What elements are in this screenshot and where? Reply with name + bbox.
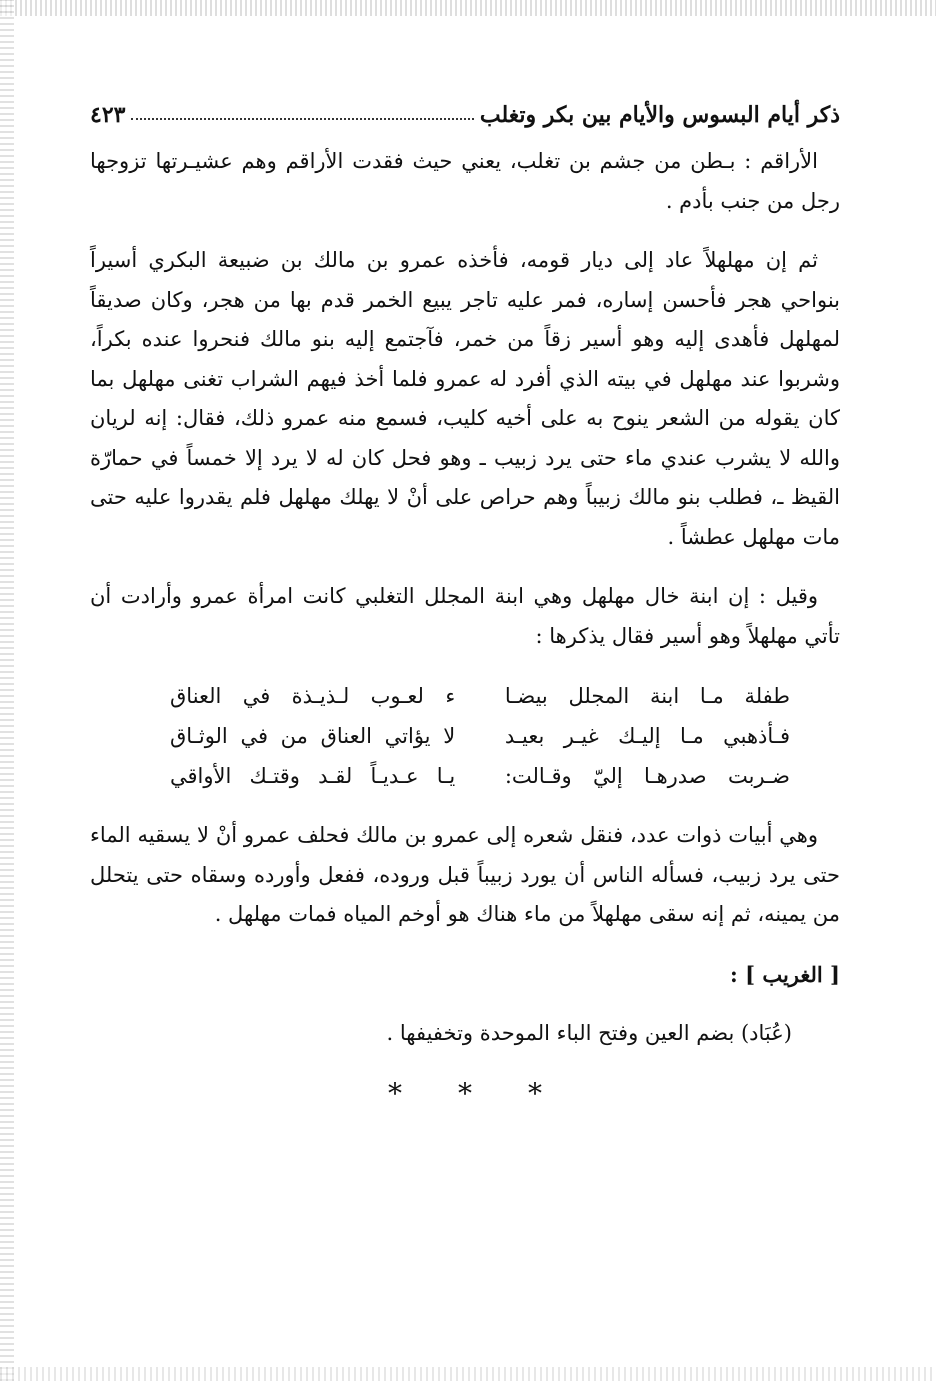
verse-second-hemistich: ء لعـوب لـذيـذة في العناق [170,684,456,708]
page-scan-border-top [0,0,936,16]
verse-second-hemistich: لا يؤاتي العناق من في الوثـاق [170,724,456,748]
gharib-heading: [ الغريب ] : [730,961,840,987]
gharib-note: (عُبَاد) بضم العين وفتح الباء الموحدة وتخفيفها . [386,1020,792,1045]
poem-verse [170,756,790,796]
page-scan-border-bottom [0,1367,936,1381]
page-header [90,88,840,128]
section-divider-stars [90,1077,840,1110]
page-number: ٤٢٣ [90,102,126,128]
verse-first-hemistich: طفلة مـا ابنة المجلل بيضـا [504,684,790,708]
book-page [90,88,840,1110]
star-glyph: * [528,1076,542,1110]
page-scan-border-left [0,0,14,1381]
star-glyph: * [388,1076,402,1110]
poem [90,676,840,796]
verse-second-hemistich: يـا عـديـاً لقـد وقتـك الأواقي [170,764,456,788]
dotted-leader [131,118,473,120]
definition-paragraph: الأراقم : بـطن من جشم بن تغلب، يعني حيث فقدت الأراقم وهم عشيـرتها تزوجها رجل من جنب بأدم . [90,149,840,213]
verse-first-hemistich: فـأذهبي مـا إليـك غيـر بعيـد [504,724,790,748]
verse-first-hemistich: ضـربت صدرهـا إليّ وقـالت: [504,764,790,788]
poem-verse [170,676,790,716]
story-paragraph: ثم إن مهلهلاً عاد إلى ديار قومه، فأخذه عمرو بن مالك بن ضبيعة البكري أسيراً بنواحي هجر فأحسن إساره، فمر عليه تاجر يبيع الخمر قدم بها من هجر، وكان صديقاً لمهلهل فأهدى إليه وهو أسير زقاً من خمر، فآجتمع إليه بنو مالك فنحروا عنده بكراً، وشربوا عند مهلهل في بيته الذي أفرد له عمرو فلما أخذ فيهم الشراب تغنى مهلهل بما كان يقوله من الشعر ينوح به على أخيه كليب، فسمع منه عمرو ذلك، فقال: إنه لريان والله لا يشرب عندي ماء حتى يرد زبيب ـ وهو فحل كان له لا يرد إلا خمساً في حمارّة القيظ ـ، فطلب بنو مالك زبيباً وهم حراص على أنْ لا يهلك مهلهل فلم يقدروا عليه حتى مات مهلهل عطشاً . [90,248,840,549]
qila-paragraph: وقيل : إن ابنة خال مهلهل وهي ابنة المجلل التغلبي كانت امرأة عمرو وأرادت أن تأتي مهلهلاً وهو أسير فقال يذكرها : [90,584,840,648]
running-title: ذكر أيام البسوس والأيام بين بكر وتغلب [479,102,840,128]
star-glyph: * [458,1076,472,1110]
poem-verse [170,716,790,756]
wahiya-paragraph: وهي أبيات ذوات عدد، فنقل شعره إلى عمرو بن مالك فحلف عمرو أنْ لا يسقيه الماء حتى يرد زبيب، فسأله الناس أن يورد زبيباً قبل وروده، ففعل وأورده وسقاه حتى يتحلل من يمينه، ثم إنه سقى مهلهلاً من ماء هناك هو أوخم المياه فمات مهلهل . [90,823,840,926]
